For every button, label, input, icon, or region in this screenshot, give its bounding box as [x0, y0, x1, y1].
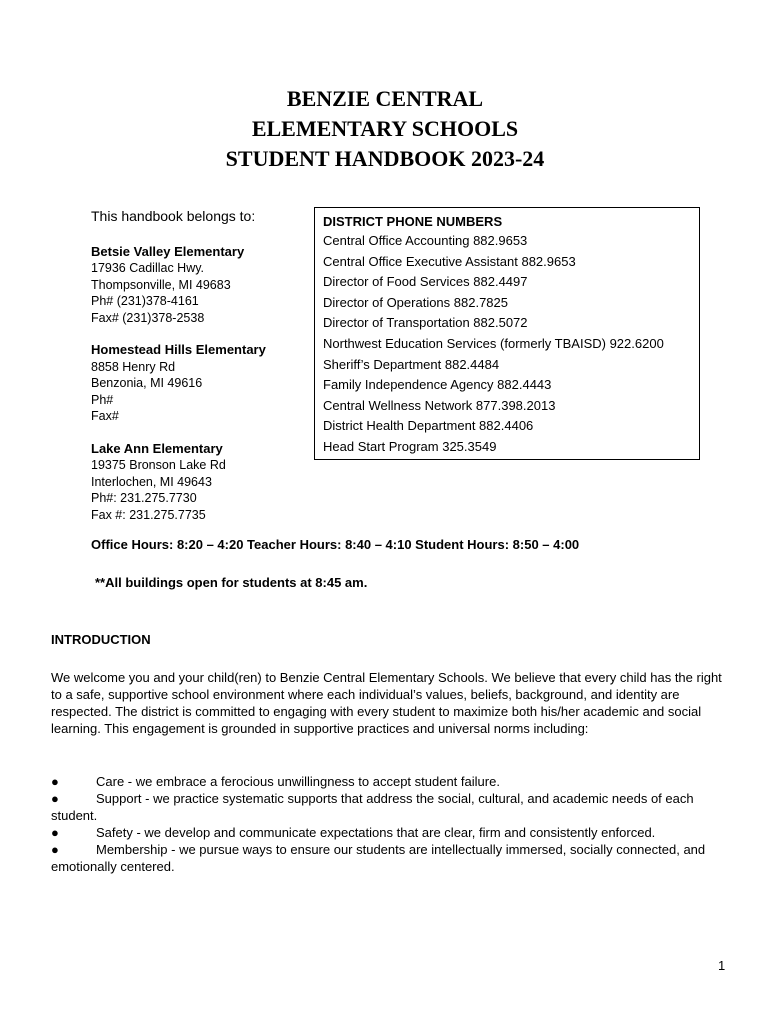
title-line-1: BENZIE CENTRAL — [286, 86, 484, 111]
school-address-city: Benzonia, MI 49616 — [91, 376, 203, 390]
list-item-text: Membership - we pursue ways to ensure our students are intellectually immersed, socially connected, and emotionally centered. — [51, 842, 706, 874]
phone-line: Director of Operations 882.7825 — [323, 294, 508, 310]
phone-line: Central Office Executive Assistant 882.9653 — [323, 253, 576, 269]
phone-line: Family Independence Agency 882.4443 — [323, 377, 552, 393]
school-fax: Fax# (231)378-2538 — [91, 310, 205, 325]
list-item-text: Safety - we develop and communicate expectations that are clear, firm and consistently enforced. — [96, 825, 656, 840]
list-item — [51, 790, 723, 824]
list-item — [51, 773, 723, 790]
school-name: Betsie Valley Elementary — [91, 243, 245, 259]
school-block — [91, 441, 306, 524]
page-number: 1 — [718, 958, 726, 973]
list-item-text: Care - we embrace a ferocious unwillingness to accept student failure. — [96, 774, 500, 789]
school-phone: Ph#: 231.275.7730 — [91, 491, 197, 505]
handbook-title — [0, 84, 770, 174]
phone-line: Director of Food Services 882.4497 — [323, 274, 528, 290]
list-item-text: Support - we practice systematic supports that address the social, cultural, and academic needs of each student. — [51, 791, 694, 823]
buildings-open-note: **All buildings open for students at 8:45 am. — [95, 575, 368, 590]
school-address-street: 17936 Cadillac Hwy. — [91, 261, 205, 275]
phone-line: Central Wellness Network 877.398.2013 — [323, 397, 556, 413]
phone-line: Central Office Accounting 882.9653 — [323, 233, 528, 248]
phone-line: Northwest Education Services (formerly TBAISD) 922.6200 — [323, 335, 664, 351]
school-address-street: 8858 Henry Rd — [91, 359, 176, 374]
school-address-street: 19375 Bronson Lake Rd — [91, 458, 226, 472]
introduction-paragraph: We welcome you and your child(ren) to Benzie Central Elementary Schools. We believe that every child has the right to a safe, supportive school environment where each individual’s values, beliefs, background, and identity are respected. The district is committed to engaging with every student to maximize both his/her academic and social learning. This engagement is grounded in supportive practices and universal norms including: — [51, 670, 722, 736]
bullet-icon: ● — [51, 842, 59, 857]
belongs-to-label: This handbook belongs to: — [91, 208, 256, 224]
list-item — [51, 824, 723, 841]
bullet-icon: ● — [51, 774, 59, 789]
school-block — [91, 342, 306, 425]
title-line-2: ELEMENTARY SCHOOLS — [251, 116, 519, 141]
title-line-3: STUDENT HANDBOOK 2023-24 — [225, 146, 545, 171]
school-name: Homestead Hills Elementary — [91, 342, 266, 357]
schools-column — [91, 208, 306, 539]
bullet-icon: ● — [51, 791, 59, 806]
school-address-city: Interlochen, MI 49643 — [91, 474, 212, 489]
school-phone: Ph# — [91, 392, 114, 407]
bullet-icon: ● — [51, 825, 59, 840]
list-item — [51, 841, 723, 875]
school-name: Lake Ann Elementary — [91, 440, 223, 456]
norms-list — [51, 773, 723, 875]
school-block — [91, 244, 306, 327]
introduction-heading: INTRODUCTION — [51, 632, 151, 647]
district-phone-box — [314, 207, 700, 460]
hours-line: Office Hours: 8:20 – 4:20 Teacher Hours: 8:40 – 4:10 Student Hours: 8:50 – 4:00 — [91, 537, 580, 552]
school-fax: Fax# — [91, 409, 119, 423]
school-phone: Ph# (231)378-4161 — [91, 294, 199, 308]
school-address-city: Thompsonville, MI 49683 — [91, 277, 231, 292]
phone-line: Director of Transportation 882.5072 — [323, 315, 528, 331]
phone-line: District Health Department 882.4406 — [323, 418, 534, 434]
school-fax: Fax #: 231.275.7735 — [91, 507, 206, 522]
phone-line: Sheriff’s Department 882.4484 — [323, 356, 500, 372]
phone-line: Head Start Program 325.3549 — [323, 438, 497, 454]
district-phone-heading: DISTRICT PHONE NUMBERS — [323, 214, 503, 229]
